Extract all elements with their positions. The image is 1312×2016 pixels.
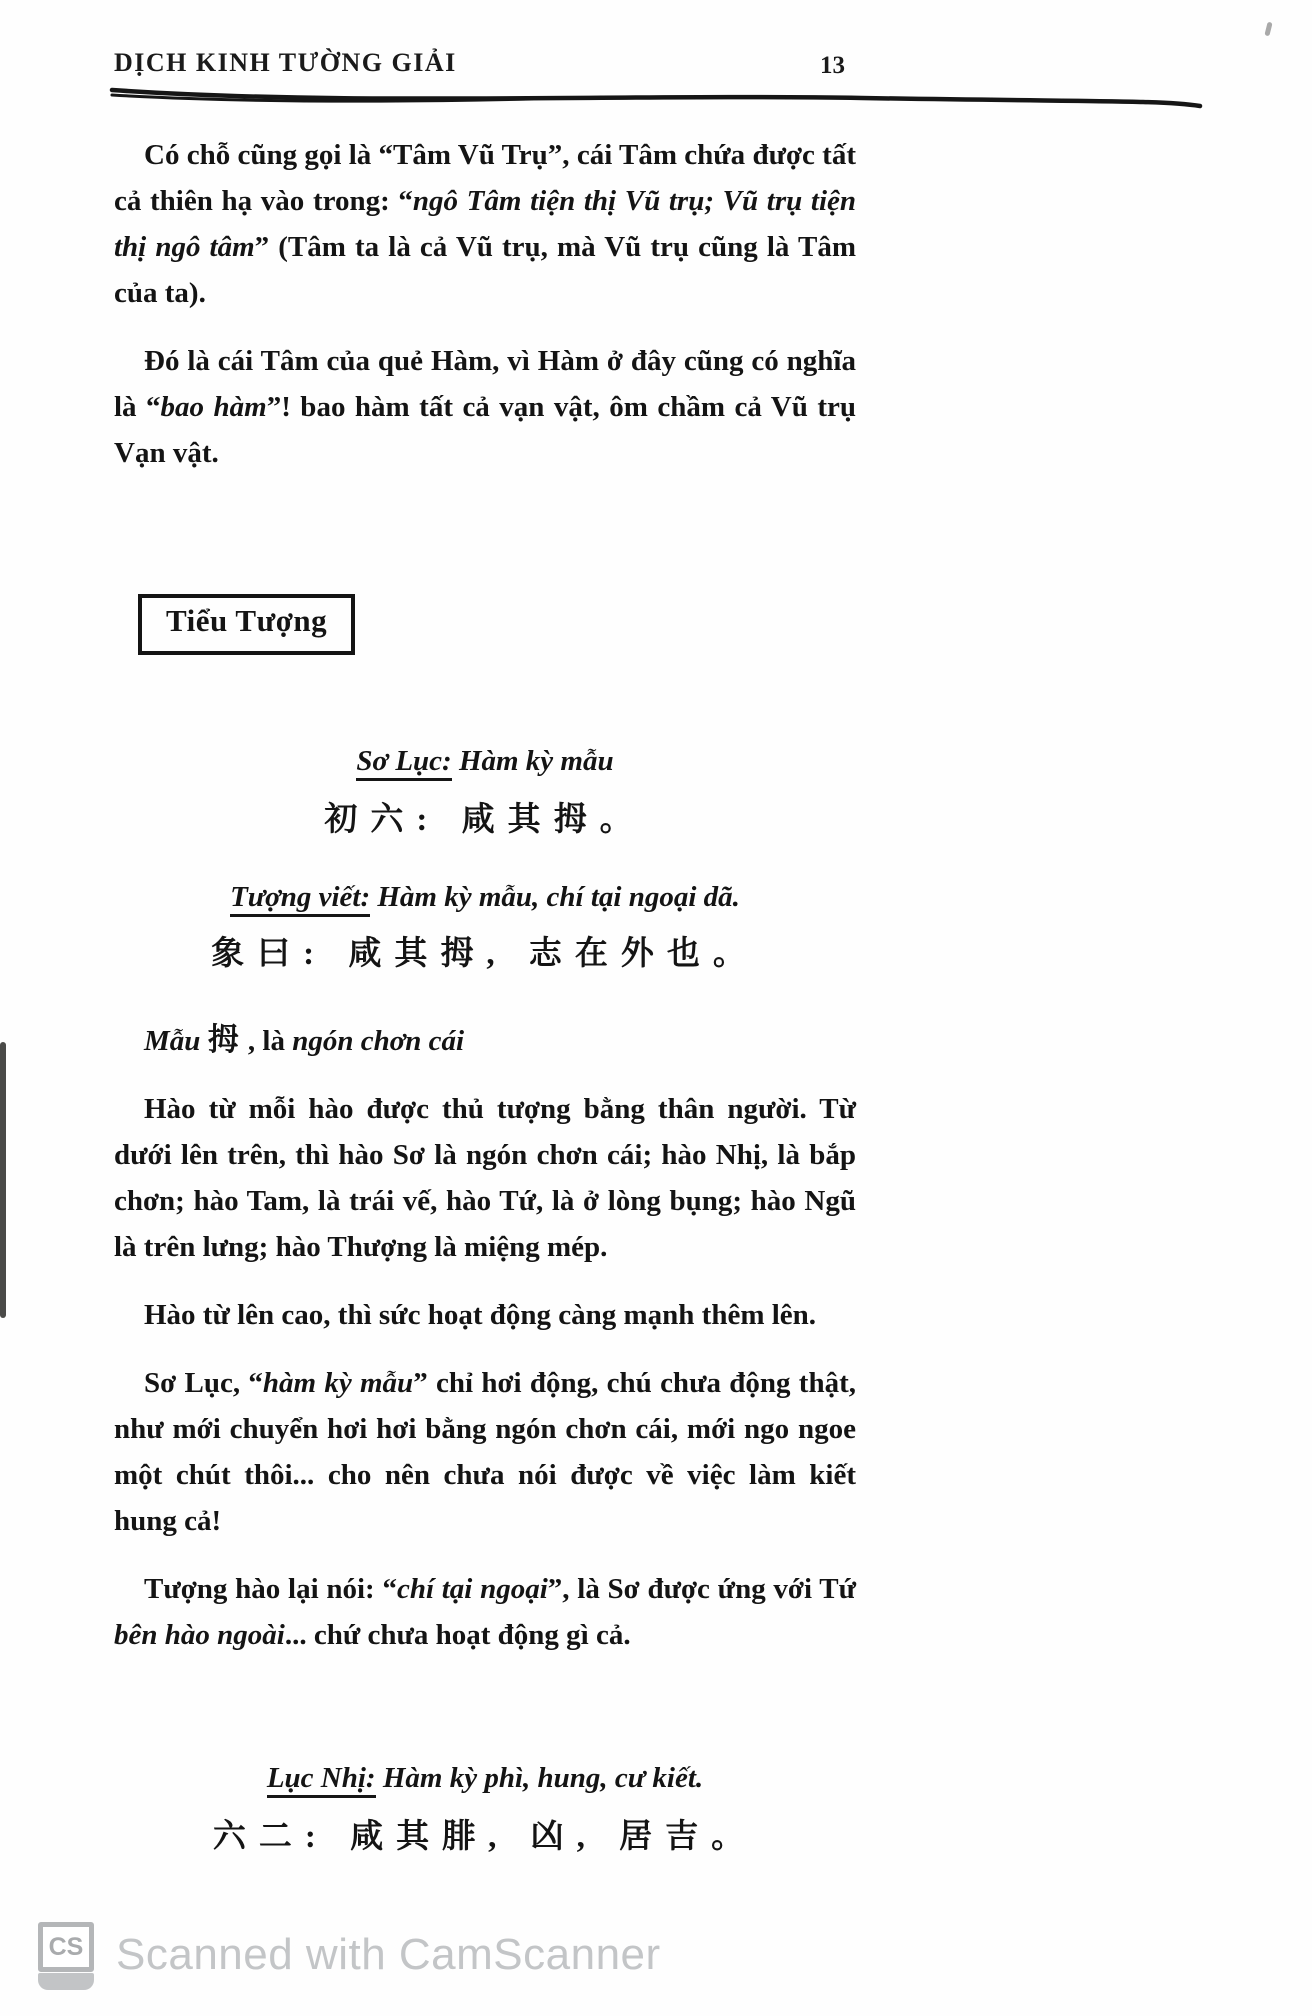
page-number: 13 — [820, 52, 845, 79]
tuong-viet-verse — [114, 873, 856, 921]
camscanner-icon-cs: CS — [38, 1922, 94, 1972]
luc-nhi-verse — [114, 1754, 856, 1802]
so-luc-verse — [114, 737, 856, 785]
so-luc-hanzi: 初六: 咸其拇。 — [324, 801, 646, 838]
text-run: ”, là Sơ được ứng với Tứ — [547, 1572, 856, 1605]
luc-nhi-label: Lục Nhị: — [267, 1762, 376, 1798]
tuong-viet-hanzi: 象曰: 咸其拇, 志在外也。 — [211, 935, 759, 972]
text-run: Sơ Lục, “ — [144, 1366, 263, 1399]
text-run-italic: ngón chơn cái — [292, 1024, 465, 1057]
text-run: Tượng hào lại nói: “ — [144, 1572, 397, 1605]
text-run: Có chỗ cũng gọi là “Tâm Vũ Trụ”, cái Tâm chứa được tất cả thiên hạ vào trong: “ — [114, 139, 856, 217]
text-run: ” chỉ hơi động, chú chưa động thật, như mới chuyển hơi hơi bằng ngón chơn cái, mới ngo ngoe một chút thôi... cho nên chưa nói được về việc làm kiết hung cả! — [114, 1366, 856, 1537]
section-heading-wrap — [114, 594, 856, 655]
paragraph-so-luc-giai — [114, 1360, 856, 1544]
paragraph-hao-than-nguoi: Hào từ mỗi hào được thủ tượng bằng thân người. Từ dưới lên trên, thì hào Sơ là ngón chơn cái; hào Nhị, là bắp chơn; hào Tam, là trái vế, hào Tứ, là ở lòng bụng; hào Ngũ là trên lưng; hào Thượng là miệng mép. — [114, 1092, 856, 1263]
camscanner-icon — [38, 1922, 94, 1990]
running-header-title: DỊCH KINH TƯỜNG GIẢI — [114, 48, 457, 77]
mau-hanzi: 拇 — [207, 1021, 241, 1057]
text-run: Đó là cái Tâm của quẻ Hàm, vì Hàm ở đây cũng có nghĩa là “ — [114, 345, 856, 423]
so-luc-text: Hàm kỳ mẫu — [451, 744, 614, 777]
text-run: ” (Tâm ta là cả Vũ trụ, mà Vũ trụ cũng là Tâm của ta). — [114, 231, 856, 309]
page-body — [114, 132, 856, 1864]
text-run-italic: bao hàm — [160, 391, 267, 423]
so-luc-label: Sơ Lục: — [356, 745, 451, 781]
camscanner-watermark-text: Scanned with CamScanner — [116, 1930, 661, 1979]
section-heading-tieu-tuong: Tiểu Tượng — [138, 594, 355, 655]
camscanner-watermark — [38, 1922, 661, 1990]
text-run-italic: bên hào ngoài — [114, 1618, 285, 1651]
camscanner-icon-base — [38, 1973, 94, 1990]
text-run: ... chứ chưa hoạt động gì cả. — [284, 1618, 631, 1651]
text-run-italic: hàm kỳ mẫu — [262, 1366, 414, 1399]
text-run-italic: ngô Tâm tiện thị Vũ trụ; Vũ trụ tiện thị ngô tâm — [114, 185, 856, 263]
tuong-viet-text: Hàm kỳ mẫu, chí tại ngoại dã. — [370, 880, 740, 913]
luc-nhi-text: Hàm kỳ phì, hung, cư kiết. — [375, 1761, 704, 1794]
text-run-italic: Mẫu — [144, 1024, 208, 1057]
scan-artifact-speck — [1264, 22, 1272, 37]
paragraph-hao-len-cao: Hào từ lên cao, thì sức hoạt động càng mạnh thêm lên. — [144, 1298, 817, 1331]
paragraph-chi-tai-ngoai — [114, 1566, 856, 1658]
mau-definition-line — [114, 1017, 856, 1064]
tuong-viet-label: Tượng viết: — [230, 881, 370, 917]
paragraph-que-ham — [114, 338, 856, 476]
luc-nhi-hanzi: 六二: 咸其腓, 凶, 居吉。 — [212, 1818, 758, 1855]
text-run: ”! bao hàm tất cả vạn vật, ôm chầm cả Vũ trụ Vạn vật. — [114, 391, 857, 469]
scan-artifact-left-edge — [0, 1042, 6, 1318]
text-run: , là — [240, 1024, 293, 1057]
text-run-italic: chí tại ngoại — [396, 1572, 548, 1605]
header-rule-line — [102, 72, 1212, 116]
paragraph-tam-vu-tru — [114, 132, 856, 316]
